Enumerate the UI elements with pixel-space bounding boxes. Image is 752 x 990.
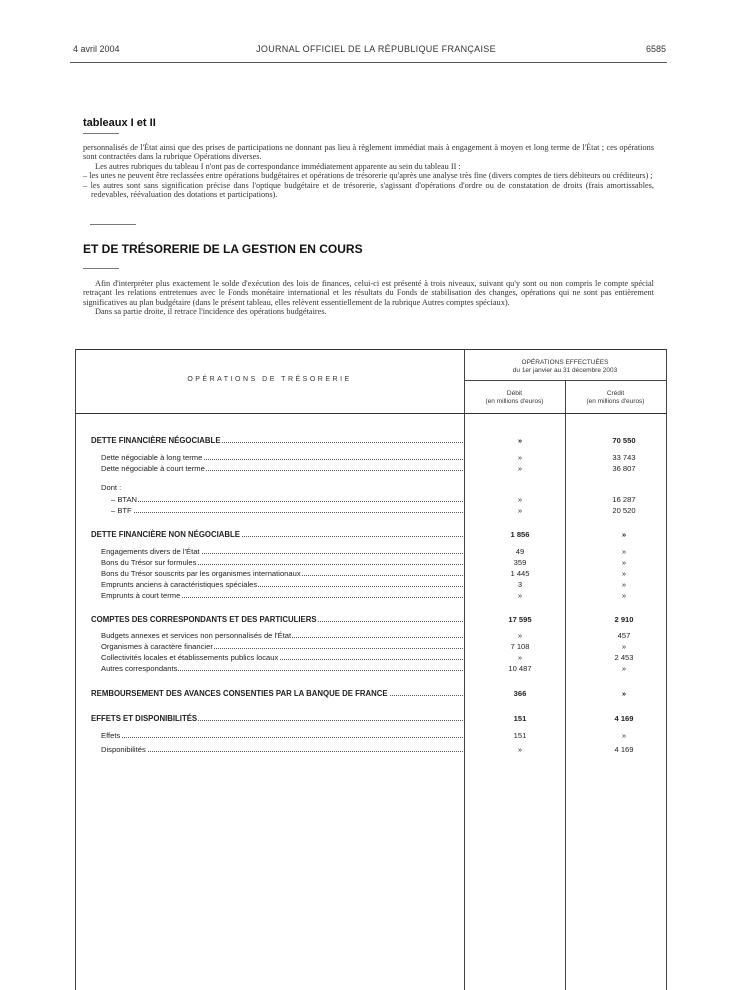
section1-bullet: – les autres sont sans signification précise dans l'optique budgétaire et de trésorerie, s'agissant d'opérations d'ordre ou de constatation de droits (frais amortissables, redevables, réévaluation des dotations et participations). — [83, 180, 654, 200]
credit-unit: (en millions d'euros) — [586, 397, 645, 405]
debit-value: 3 — [517, 580, 523, 589]
row-label: COMPTES DES CORRESPONDANTS ET DES PARTICULIERS — [91, 615, 317, 624]
table-row — [101, 557, 463, 568]
table-row — [101, 568, 463, 579]
table-row — [101, 630, 463, 641]
credit-value: » — [621, 547, 627, 556]
debit-value: 359 — [513, 558, 527, 567]
credit-value: 4 169 — [614, 745, 634, 754]
credit-value: 20 520 — [612, 506, 636, 515]
debit-value — [490, 482, 550, 493]
table-row — [101, 663, 463, 674]
debit-value: 7 108 — [510, 642, 530, 651]
row-leader-dots — [111, 512, 463, 513]
table-section-row — [91, 614, 463, 625]
credit-value: » — [621, 642, 627, 651]
credit-value: 16 287 — [612, 495, 636, 504]
debit-value: 17 595 — [508, 615, 532, 624]
credit-value: 4 169 — [614, 714, 634, 723]
debit-value: » — [517, 453, 523, 462]
row-label: Bons du Trésor souscrits par les organismes internationaux — [101, 569, 301, 578]
debit-label: Débit — [506, 390, 523, 397]
table-row — [101, 641, 463, 652]
column-group-period: du 1er janvier au 31 décembre 2003 — [512, 366, 618, 374]
section2-paragraph: Dans sa partie droite, il retrace l'incidence des opérations budgétaires. — [95, 307, 327, 317]
credit-value: » — [621, 580, 627, 589]
section1-paragraph: Les autres rubriques du tableau I n'ont pas de correspondance immédiatement apparente au sein du tableau II : — [95, 161, 461, 171]
row-label: DETTE FINANCIÈRE NON NÉGOCIABLE — [91, 530, 241, 539]
table-row — [101, 730, 463, 741]
debit-value: 151 — [513, 731, 527, 740]
row-label: REMBOURSEMENT DES AVANCES CONSENTIES PAR LA BANQUE DE FRANCE — [91, 689, 388, 698]
credit-value: » — [621, 569, 627, 578]
row-label: Dette négociable à court terme — [101, 464, 205, 473]
column-header-debit — [464, 390, 565, 405]
debit-value: » — [517, 631, 523, 640]
table-row — [111, 505, 463, 516]
credit-value — [594, 482, 654, 493]
table-column-divider — [464, 349, 465, 990]
debit-value: » — [517, 506, 523, 515]
row-label: Budgets annexes et services non personnalisés de l'État — [101, 631, 292, 640]
row-label: DETTE FINANCIÈRE NÉGOCIABLE — [91, 436, 221, 445]
header-date: 4 avril 2004 — [73, 44, 120, 54]
row-label: Organismes à caractère financier — [101, 642, 213, 651]
table-row — [101, 590, 463, 601]
debit-value: » — [517, 745, 523, 754]
row-label: Disponibilités — [101, 745, 146, 754]
table-row — [101, 652, 463, 663]
debit-value: 366 — [513, 689, 527, 698]
credit-value: 2 910 — [614, 615, 634, 624]
debit-value: 49 — [515, 547, 525, 556]
header-rule — [70, 62, 667, 63]
table-top-rule — [75, 349, 667, 350]
row-leader-dots — [111, 501, 463, 502]
table-header-rule — [75, 413, 667, 414]
row-label: Bons du Trésor sur formules — [101, 558, 197, 567]
row-label: – BTF — [111, 506, 132, 515]
credit-value: » — [621, 558, 627, 567]
debit-value: 151 — [513, 714, 527, 723]
credit-value: » — [621, 664, 627, 673]
row-label: Collectivités locales et établissements publics locaux — [101, 653, 279, 662]
section1-underline — [83, 133, 119, 134]
debit-value: » — [517, 495, 523, 504]
row-label: Dette négociable à long terme — [101, 453, 203, 462]
section2-paragraph: Afin d'interpréter plus exactement le solde d'exécution des lois de finances, celui-ci est présenté à trois niveaux, suivant qu'y sont ou non compris le compte spécial retraçant les relations entretenues avec le Fonds monétaire international et les résultats du Fonds de stabilisation des changes, opérations qui ne sont pas entièrement significatives au plan budgétaire (dans le présent tableau, elles relèvent essentiellement de la rubrique Autres comptes spéciaux). — [83, 279, 654, 307]
section1-bullet: – les unes ne peuvent être reclassées entre opérations budgétaires et opérations de trésorerie qu'après une analyse très fine (divers comptes de tiers débiteurs ou créditeurs) ; — [83, 171, 653, 181]
debit-value: » — [517, 436, 523, 445]
credit-value: » — [621, 530, 627, 539]
table-row — [101, 482, 463, 493]
debit-value: » — [517, 591, 523, 600]
debit-value: 1 856 — [510, 530, 530, 539]
row-label: – BTAN — [111, 495, 138, 504]
section1-heading: tableaux I et II — [83, 117, 156, 129]
column-header-credit — [565, 390, 666, 405]
table-row — [101, 579, 463, 590]
table-left-border — [75, 349, 76, 990]
header-page-number: 6585 — [645, 44, 666, 54]
section1-end-rule — [90, 224, 136, 225]
header-title: JOURNAL OFFICIEL DE LA RÉPUBLIQUE FRANÇAISE — [256, 44, 496, 54]
credit-value: 2 453 — [614, 653, 634, 662]
row-leader-dots — [101, 751, 463, 752]
table-row — [101, 463, 463, 474]
column-header-operations: OPÉRATIONS DE TRÉSORERIE — [187, 376, 352, 383]
credit-label: Crédit — [606, 390, 625, 397]
table-row — [101, 744, 463, 755]
table-right-border — [666, 349, 667, 990]
row-label: Dont : — [101, 483, 122, 492]
table-row — [101, 546, 463, 557]
row-leader-dots — [101, 737, 463, 738]
table-row — [101, 452, 463, 463]
credit-value: » — [621, 689, 627, 698]
table-section-row — [91, 688, 463, 699]
debit-value: » — [517, 464, 523, 473]
row-label: Autres correspondants — [101, 664, 178, 673]
treasury-operations-table — [75, 349, 667, 990]
table-section-row — [91, 435, 463, 446]
credit-value: » — [621, 731, 627, 740]
debit-value: 1 445 — [510, 569, 530, 578]
section2-underline — [83, 268, 119, 269]
table-section-row — [91, 713, 463, 724]
credit-value: 457 — [617, 631, 631, 640]
credit-value: » — [621, 591, 627, 600]
debit-value: » — [517, 653, 523, 662]
debit-value: 10 487 — [508, 664, 532, 673]
credit-value: 36 807 — [612, 464, 636, 473]
table-section-row — [91, 529, 463, 540]
row-label: EFFETS ET DISPONIBILITÉS — [91, 714, 198, 723]
credit-value: 70 550 — [612, 436, 636, 445]
column-group-header — [464, 359, 666, 374]
section1-paragraph: personnalisés de l'État ainsi que des prises de participations ne donnant pas lieu à règlement immédiat mais à engagement à moyen et long terme de l'État ; ces opérations sont contractées dans la rubrique Opérations diverses. — [83, 143, 654, 162]
section2-heading: ET DE TRÉSORERIE DE LA GESTION EN COURS — [83, 242, 363, 256]
table-row — [111, 494, 463, 505]
row-label: Emprunts anciens à caractéristiques spéciales — [101, 580, 258, 589]
table-group-rule — [464, 380, 666, 381]
debit-unit: (en millions d'euros) — [485, 397, 544, 405]
credit-value: 33 743 — [612, 453, 636, 462]
column-group-title: OPÉRATIONS EFFECTUÉES — [521, 359, 609, 366]
section1-text — [83, 143, 654, 199]
row-label: Emprunts à court terme — [101, 591, 181, 600]
row-label: Effets — [101, 731, 121, 740]
section2-text — [83, 279, 654, 317]
table-column-divider — [565, 380, 566, 990]
row-label: Engagements divers de l'État — [101, 547, 200, 556]
